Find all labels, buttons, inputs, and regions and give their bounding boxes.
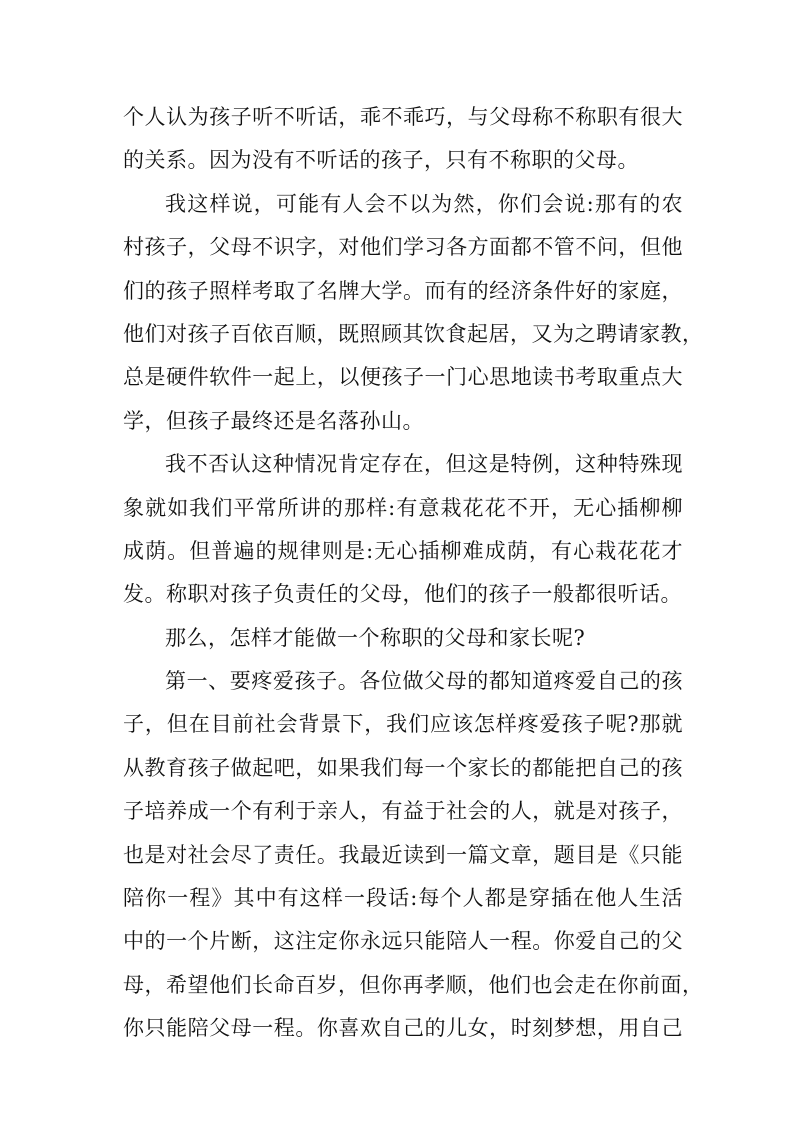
text-line: 他们对孩子百依百顺，既照顾其饮食起居，又为之聘请家教， xyxy=(123,321,704,346)
text-line: 发。称职对孩子负责任的父母，他们的孩子一般都很听话。 xyxy=(123,582,682,607)
text-line: 象就如我们平常所讲的那样:有意栽花花不开，无心插柳柳 xyxy=(123,495,683,520)
text-line: 村孩子，父母不识字，对他们学习各方面都不管不问，但他 xyxy=(123,235,683,260)
text-line: 你只能陪父母一程。你喜欢自己的儿女，时刻梦想，用自己 xyxy=(123,1016,683,1041)
text-line: 们的孩子照样考取了名牌大学。而有的经济条件好的家庭， xyxy=(123,278,683,303)
body-text xyxy=(123,96,704,1051)
text-line: 成荫。但普遍的规律则是:无心插柳难成荫，有心栽花花才 xyxy=(123,538,683,563)
text-line: 从教育孩子做起吧，如果我们每一个家长的都能把自己的孩 xyxy=(123,755,683,780)
text-line: 陪你一程》其中有这样一段话:每个人都是穿插在他人生活 xyxy=(123,886,683,911)
text-line: 个人认为孩子听不听话，乖不乖巧，与父母称不称职有很大 xyxy=(123,105,683,129)
text-line: 中的一个片断，这注定你永远只能陪人一程。你爱自己的父 xyxy=(123,929,683,954)
paragraph-start-line: 那么，怎样才能做一个称职的父母和家长呢? xyxy=(165,625,586,650)
text-line: 也是对社会尽了责任。我最近读到一篇文章，题目是《只能 xyxy=(123,842,683,867)
paragraph-start-line: 我不否认这种情况肯定存在，但这是特例，这种特殊现 xyxy=(165,452,683,477)
paragraph-start-line: 第一、要疼爱孩子。各位做父母的都知道疼爱自己的孩 xyxy=(165,669,683,694)
paragraph-start-line: 我这样说，可能有人会不以为然，你们会说:那有的农 xyxy=(165,191,683,216)
text-line: 子，但在目前社会背景下，我们应该怎样疼爱孩子呢?那就 xyxy=(123,712,683,737)
text-line: 学，但孩子最终还是名落孙山。 xyxy=(123,408,424,433)
text-line: 的关系。因为没有不听话的孩子，只有不称职的父母。 xyxy=(123,148,639,173)
text-line: 总是硬件软件一起上，以便孩子一门心思地读书考取重点大 xyxy=(123,365,683,390)
text-line: 母，希望他们长命百岁，但你再孝顺，他们也会走在你前面， xyxy=(123,972,704,997)
text-line: 子培养成一个有利于亲人，有益于社会的人，就是对孩子， xyxy=(123,799,683,824)
